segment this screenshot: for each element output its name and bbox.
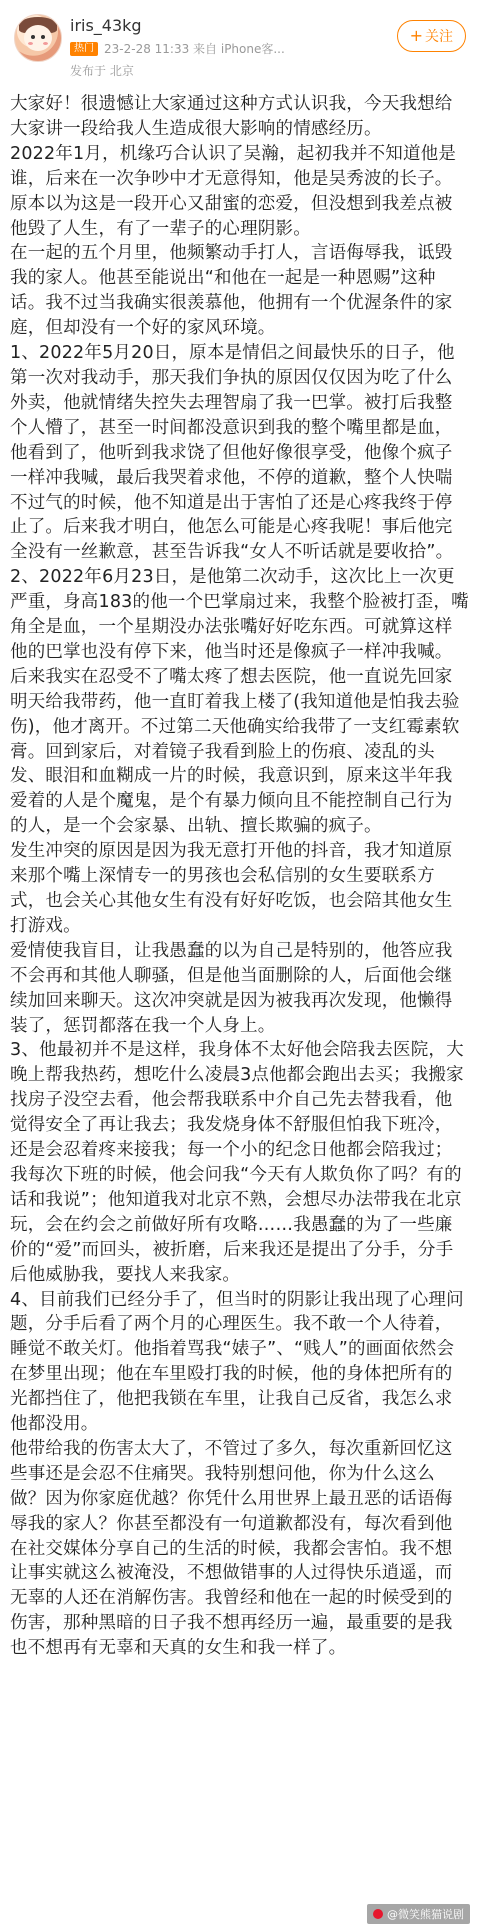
paragraph: 在一起的五个月里，他频繁动手打人，言语侮辱我，诋毁我的家人。他甚至能说出“和他在一起是一种恩赐”这种话。我不过当我确实很羡慕他，他拥有一个优渥条件的家庭，但却没有一个好的家风环境。 [10, 243, 453, 339]
paragraph: 1、2022年5月20日，原本是情侣之间最快乐的日子，他第一次对我动手，那天我们争执的原因仅仅因为吃了什么外卖，他就情绪失控失去理智扇了我一巴掌。被打后我整个人懵了，甚至一时间都没意识到我的整个嘴里都是血，他看到了，他听到我求饶了但他好像很享受，他像个疯子一样冲我喊，最后我哭着求他，不停的道歉，整个人快喘不过气的时候，他不知道是出于害怕了还是心疼我终于停止了。后来我才明白，他怎么可能是心疼我呢！事后他完全没有一丝歉意，甚至告诉我“女人不听话就是要收拾”。 [10, 343, 455, 563]
paragraph: 他带给我的伤害太大了，不管过了多久，每次重新回忆这些事还是会忍不住痛哭。我特别想问他，你为什么这么做？因为你家庭优越？你凭什么用世界上最丑恶的话语侮辱我的家人？你甚至都没有一句道歉都没有，每次看到他在社交媒体分享自己的生活的时候，我都会害怕。我不想让事实就这么被淹没，不想做错事的人过得快乐逍遥，而无辜的人还在消解伤害。我曾经和他在一起的时候受到的伤害，那种黑暗的日子我不想再经历一遍，最重要的是我也不想再有无辜和天真的女生和我一样了。 [10, 1438, 453, 1659]
paragraph: 发生冲突的原因是因为我无意打开他的抖音，我才知道原来那个嘴上深情专一的男孩也会私信别的女生要联系方式，也会关心其他女生有没有好好吃饭，也会陪其他女生打游戏。 [10, 841, 453, 936]
post-header [0, 0, 480, 92]
avatar-eye [31, 35, 35, 39]
avatar-cheek [28, 42, 33, 45]
avatar[interactable] [14, 14, 62, 62]
weibo-logo-icon [373, 1909, 383, 1919]
paragraph: 2、2022年6月23日，是他第二次动手，这次比上一次更严重，身高183的他一个巴掌扇过来，我整个脸被打歪，嘴角全是血，一个星期没办法张嘴好好吃东西。可就算这样他的巴掌也没有停下来，他当时还是像疯子一样冲我喊。后来我实在忍受不了嘴太疼了想去医院，他一直说先回家明天给我带药，他一直盯着我上楼了(我知道他是怕我去验伤)，他才离开。不过第二天他确实给我带了一支红霉素软膏。回到家后，对着镜子我看到脸上的伤痕、凌乱的头发、眼泪和血糊成一片的时候，我意识到，原来这半年我爱着的人是个魔鬼，是个有暴力倾向且不能控制自己行为的人，是一个会家暴、出轨、擅长欺骗的疯子。 [10, 567, 469, 837]
hot-badge: 热门 [70, 42, 98, 56]
paragraph: 3、他最初并不是这样，我身体不太好他会陪我去医院，大晚上帮我热药，想吃什么凌晨3点他都会跑出去买；我搬家找房子没空去看，他会帮我联系中介自己先去替我看，他觉得安全了再让我去；我发烧身体不舒服但怕我下班冷，还是会忍着疼来接我；每一个小的纪念日他都会陪我过；我每次下班的时候，他会问我“今天有人欺负你了吗？有的话和我说”；他知道我对北京不熟，会想尽办法带我在北京玩，会在约会之前做好所有攻略……我愚蠢的为了一些廉价的“爱”而回头，被折磨，后来我还是提出了分手，分手后他威胁我，要找人来我家。 [10, 1040, 464, 1285]
paragraph: 4、目前我们已经分手了，但当时的阴影让我出现了心理问题，分手后看了两个月的心理医生。我不敢一个人待着，睡觉不敢关灯。他指着骂我“婊子”、“贱人”的画面依然会在梦里出现；他在车里殴打我的时候，他的身体把所有的光都挡住了，他把我锁在车里，让我自己反省，我怎么求他都没用。 [10, 1289, 464, 1435]
post-location: 发布于 北京 [70, 64, 134, 78]
paragraph: 大家好！很遗憾让大家通过这种方式认识我，今天我想给大家讲一段给我人生造成很大影响的情感经历。 [10, 94, 453, 139]
avatar-eye [41, 35, 45, 39]
username[interactable]: iris_43kg [70, 16, 142, 35]
follow-button[interactable] [397, 20, 466, 52]
post-time-source: 23-2-28 11:33 来自 iPhone客... [104, 42, 285, 56]
plus-icon: + [409, 26, 423, 45]
paragraph: 2022年1月，机缘巧合认识了吴瀚，起初我并不知道他是谁，后来在一次争吵中才无意得知，他是吴秀波的长子。原本以为这是一段开心又甜蜜的恋爱，但没想到我差点被他毁了人生，有了一辈子的心理阴影。 [10, 143, 457, 239]
follow-label: 关注 [425, 29, 453, 45]
paragraph: 爱情使我盲目，让我愚蠢的以为自己是特别的，他答应我不会再和其他人聊骚，但是他当面删除的人，后面他会继续加回来聊天。这次冲突就是因为被我再次发现，他懒得装了，惩罚都落在我一个人身上。 [10, 940, 453, 1036]
avatar-face [24, 25, 52, 51]
watermark [367, 1904, 470, 1924]
post-meta [70, 40, 285, 57]
watermark-text: @微笑熊猫说剧 [387, 1908, 464, 1921]
avatar-cheek [43, 42, 48, 45]
post-body [10, 92, 470, 1661]
